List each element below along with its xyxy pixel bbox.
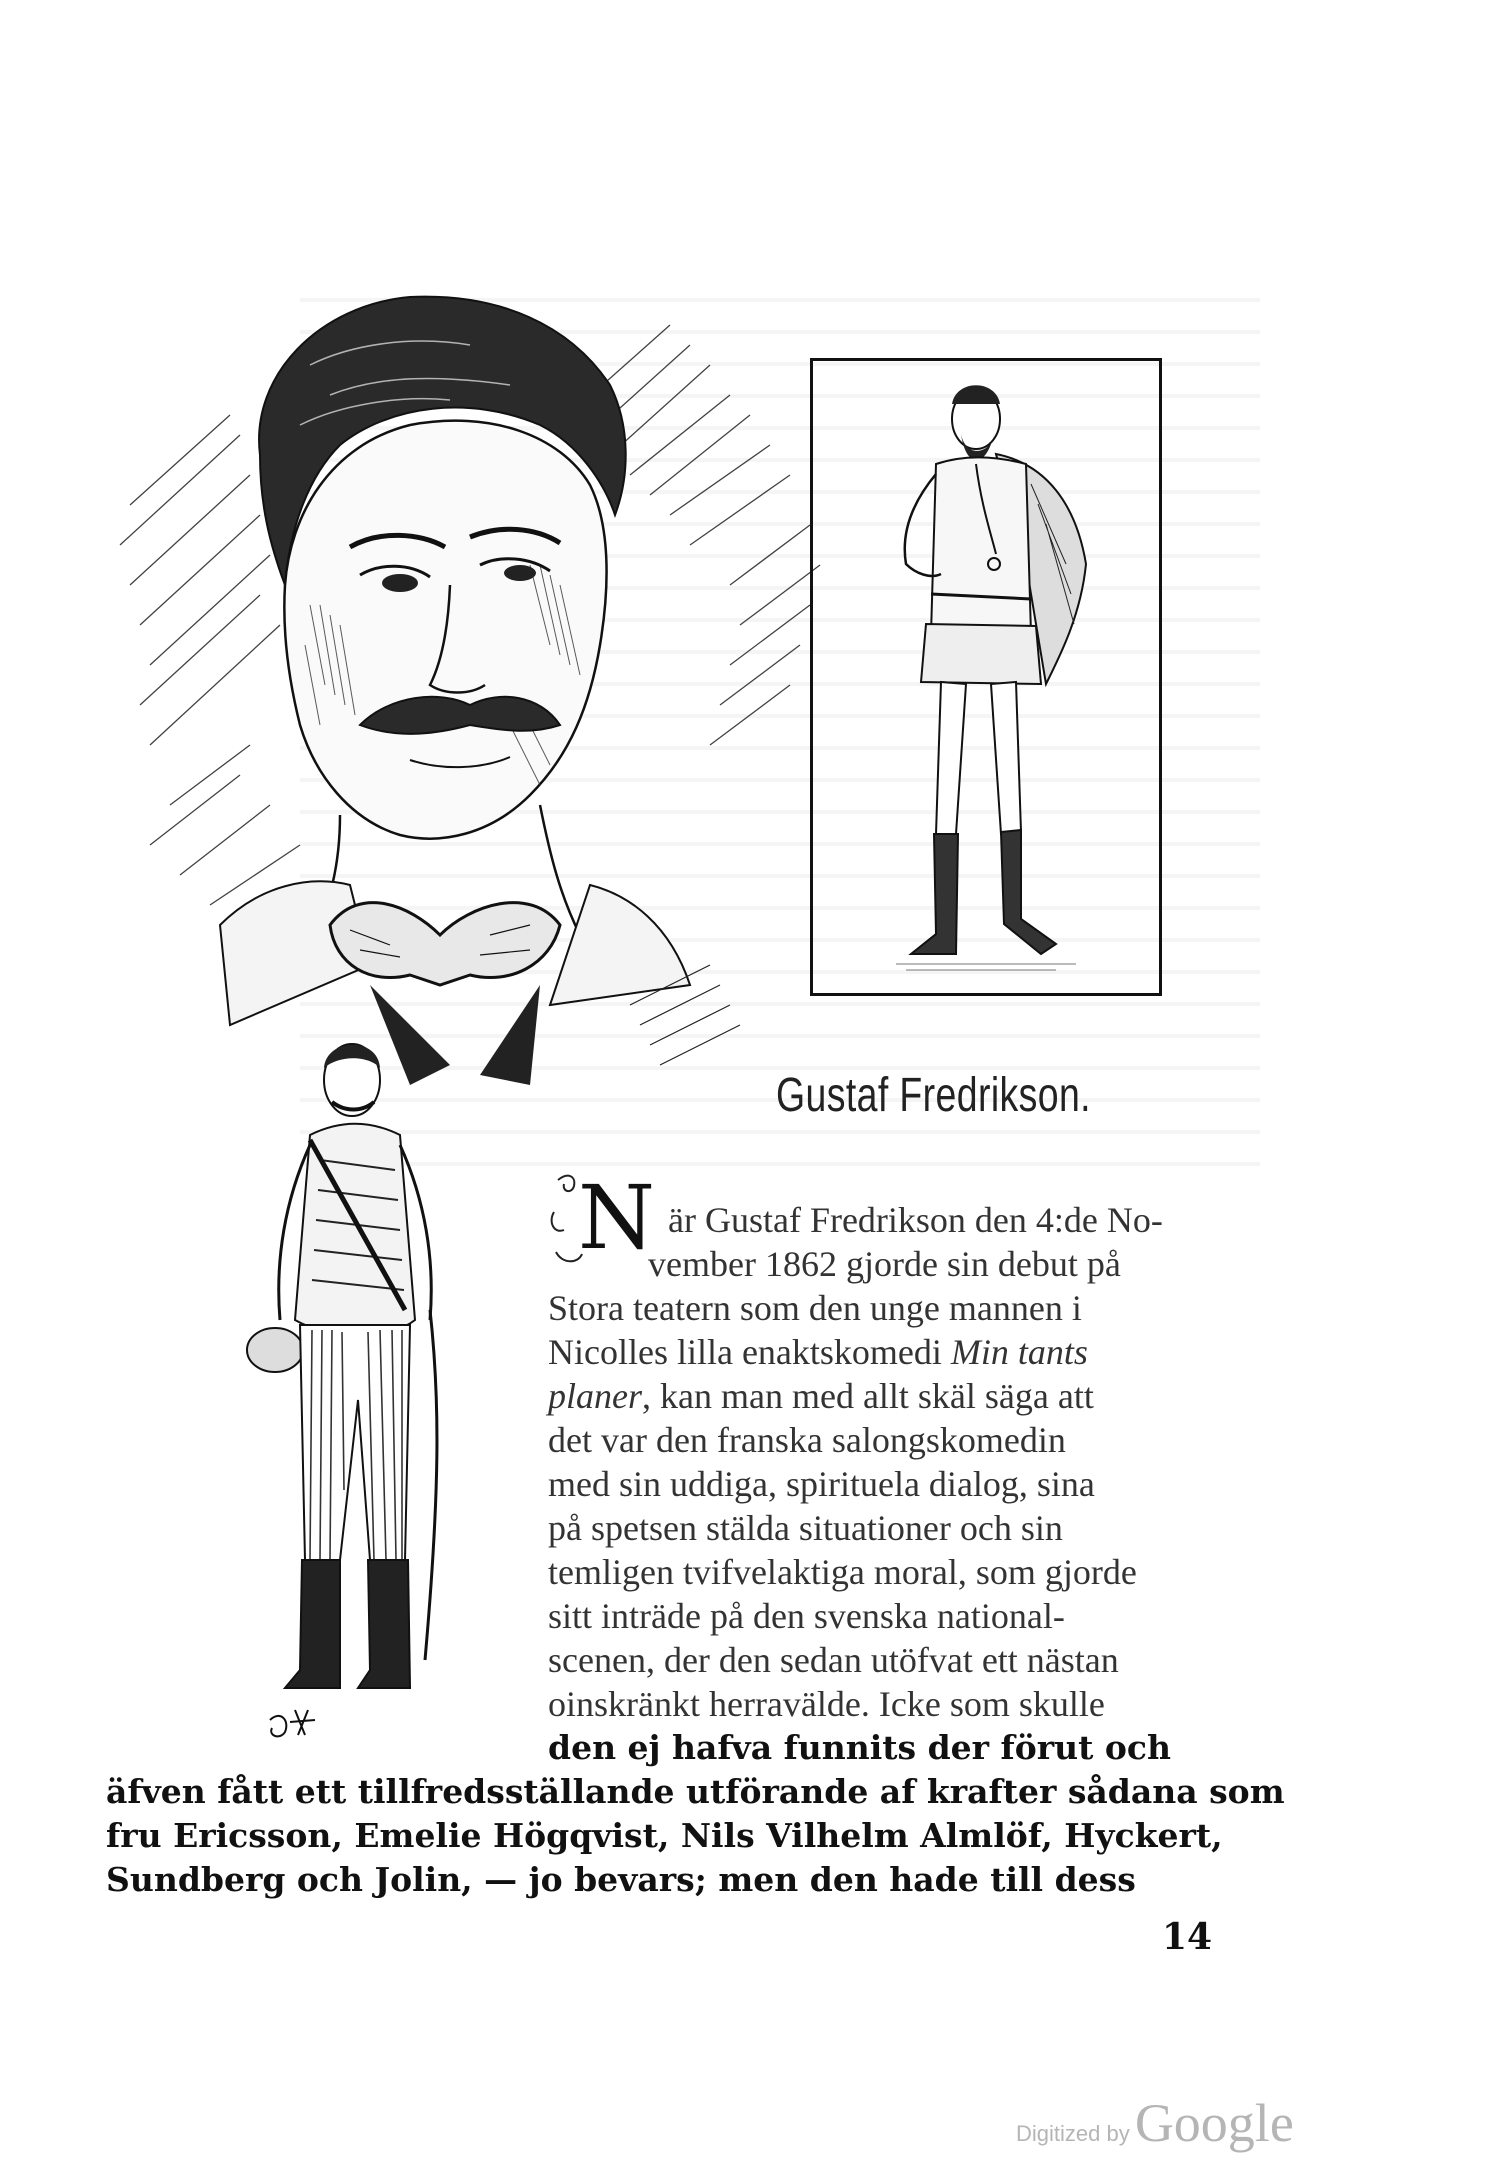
text-line: äfven fått ett tillfredsställande utförande af krafter sådana som: [106, 1772, 1285, 1811]
text-line: Stora teatern som den unge mannen i: [548, 1288, 1082, 1328]
text-line: på spetsen stälda situationer och sin: [548, 1508, 1063, 1548]
text-line: scenen, der den sedan utöfvat ett nästan: [548, 1640, 1119, 1680]
watermark-prefix: Digitized by: [1016, 2121, 1130, 2146]
text-line: [548, 1330, 1088, 1374]
text-line: Sundberg och Jolin, — jo bevars; men den hade till dess: [106, 1860, 1136, 1899]
text-line: den ej hafva funnits der förut och: [548, 1728, 1171, 1767]
text-line: oinskränkt herravälde. Icke som skulle: [548, 1684, 1105, 1724]
costume-figure-illustration: [816, 364, 1156, 990]
portrait-illustration: [110, 285, 830, 1105]
officer-figure-illustration: [240, 1020, 460, 1740]
text-line-fragment: , kan man med allt skäl säga att: [642, 1376, 1094, 1416]
text-line: sitt inträde på den svenska national-: [548, 1596, 1065, 1636]
text-line: det var den franska salongskomedin: [548, 1420, 1066, 1460]
italic-title: planer: [548, 1376, 642, 1416]
google-logo: Google: [1134, 2093, 1294, 2153]
text-line: [548, 1374, 1094, 1418]
article-title: Gustaf Fredrikson.: [776, 1069, 1091, 1122]
text-line: med sin uddiga, spirituela dialog, sina: [548, 1464, 1095, 1504]
text-line: är Gustaf Fredrikson den 4:de No-: [668, 1200, 1163, 1240]
digitized-watermark: [1016, 2092, 1294, 2154]
drop-cap-letter: N: [578, 1166, 655, 1269]
italic-title: Min tants: [950, 1332, 1088, 1372]
text-line-fragment: Nicolles lilla enaktskomedi: [548, 1332, 951, 1372]
text-line: fru Ericsson, Emelie Högqvist, Nils Vilhelm Almlöf, Hyckert,: [106, 1816, 1223, 1855]
text-line: temligen tvifvelaktiga moral, som gjorde: [548, 1552, 1137, 1592]
page-number: 14: [1162, 1916, 1213, 1958]
text-line: vember 1862 gjorde sin debut på: [648, 1244, 1121, 1284]
